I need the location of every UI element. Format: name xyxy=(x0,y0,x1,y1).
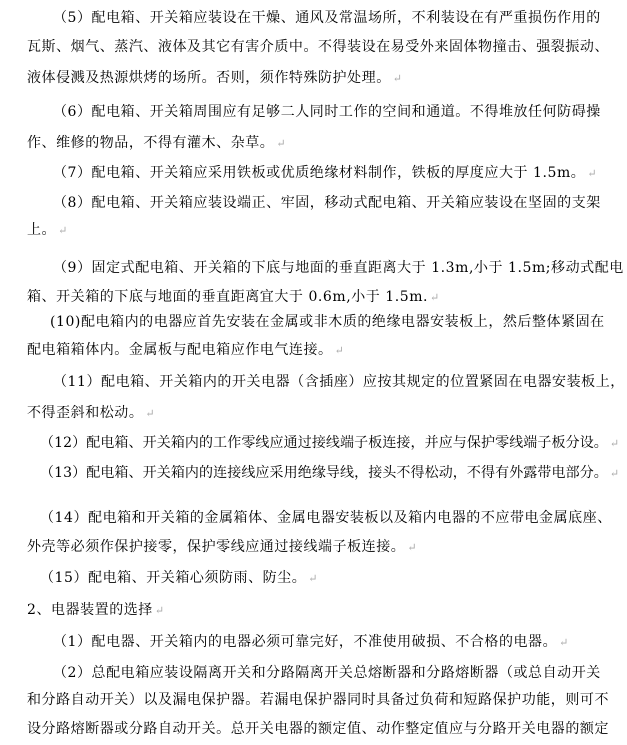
text-line xyxy=(53,194,601,212)
text-line xyxy=(27,69,403,88)
text-line xyxy=(53,259,624,277)
line-text: （15）配电箱、开关箱心须防雨、防尘。 xyxy=(40,570,307,586)
line-text: （2）总配电箱应装设隔离开关和分路隔离开关总熔断器和分路熔断器（或总自动开关 xyxy=(53,665,601,681)
paragraph-mark-icon: ↵ xyxy=(154,604,165,617)
line-text: 上。 xyxy=(27,222,57,238)
text-line xyxy=(50,313,605,331)
line-text: （7）配电箱、开关箱应采用铁板或优质绝缘材料制作，铁板的厚度应大于 1.5m。 xyxy=(53,165,586,181)
line-text: （13）配电箱、开关箱内的连接线应采用绝缘导线，接头不得松动，不得有外露带电部分。 xyxy=(40,465,608,481)
line-text: （5）配电箱、开关箱应装设在干燥、通风及常温场所，不利装设在有严重损伤作用的 xyxy=(53,10,601,26)
line-text: 和分路自动开关）以及漏电保护器。若漏电保护器同时具备过负荷和短路保护功能，则可不 xyxy=(27,692,609,708)
text-line xyxy=(27,691,609,709)
text-line xyxy=(27,404,155,423)
text-line xyxy=(53,633,569,652)
text-line xyxy=(40,569,318,588)
paragraph-mark-icon: ↵ xyxy=(392,72,403,85)
text-line xyxy=(53,103,601,121)
line-text: 2、电器装置的选择 xyxy=(27,602,153,618)
text-line xyxy=(27,221,68,240)
line-text: 不得歪斜和松动。 xyxy=(27,405,144,421)
line-text: 作、维修的物品，不得有灌木、杂草。 xyxy=(27,135,275,151)
paragraph-mark-icon: ↵ xyxy=(308,572,319,585)
line-text: （6）配电箱、开关箱周围应有足够二人同时工作的空间和通道。不得堆放任何防碍操 xyxy=(53,104,601,120)
text-line xyxy=(27,538,417,557)
line-text: （9）固定式配电箱、开关箱的下底与地面的垂直距离大于 1.3m,小于 1.5m;移动式配电 xyxy=(53,260,624,276)
paragraph-mark-icon: ↵ xyxy=(407,541,418,554)
text-line xyxy=(40,434,619,453)
section-heading xyxy=(27,601,165,620)
line-text: （1）配电器、开关箱内的电器必须可靠完好，不准使用破损、不合格的电器。 xyxy=(53,634,558,650)
text-line xyxy=(53,373,625,391)
line-text: 配电箱箱体内。金属板与配电箱应作电气连接。 xyxy=(27,342,333,358)
text-line xyxy=(27,38,609,56)
line-text: （11）配电箱、开关箱内的开关电器（含插座）应按其规定的位置紧固在电器安装板上， xyxy=(53,374,625,390)
paragraph-mark-icon: ↵ xyxy=(276,137,287,150)
text-line xyxy=(27,720,609,738)
paragraph-mark-icon: ↵ xyxy=(145,407,156,420)
line-text: （8）配电箱、开关箱应装设端正、牢固，移动式配电箱、开关箱应装设在坚固的支架 xyxy=(53,195,601,211)
text-line xyxy=(27,288,440,307)
line-text: (10)配电箱内的电器应首先安装在金属或非木质的绝缘电器安装板上，然后整体紧固在 xyxy=(50,314,605,330)
paragraph-mark-icon: ↵ xyxy=(58,224,68,237)
text-line xyxy=(40,464,619,483)
text-line xyxy=(53,9,601,27)
line-text: 箱、开关箱的下底与地面的垂直距离宜大于 0.6m,小于 1.5m. xyxy=(27,289,429,305)
paragraph-mark-icon: ↵ xyxy=(587,167,598,180)
text-line xyxy=(27,341,344,360)
line-text: 液体侵溅及热源烘烤的场所。否则，须作特殊防护处理。 xyxy=(27,70,391,86)
line-text: 瓦斯、烟气、蒸汽、液体及其它有害介质中。不得装设在易受外来固体物撞击、强裂振动、 xyxy=(27,39,609,55)
text-line xyxy=(40,509,612,527)
text-line xyxy=(27,134,286,153)
paragraph-mark-icon: ↵ xyxy=(609,467,620,480)
paragraph-mark-icon: ↵ xyxy=(559,636,569,649)
line-text: 外壳等必须作保护接零，保护零线应通过接线端子板连接。 xyxy=(27,539,406,555)
paragraph-mark-icon: ↵ xyxy=(430,291,440,304)
line-text: 设分路熔断器或分路自动开关。总开关电器的额定值、动作整定值应与分路开关电器的额定 xyxy=(27,721,609,737)
text-line xyxy=(53,164,597,183)
paragraph-mark-icon: ↵ xyxy=(334,344,345,357)
line-text: （14）配电箱和开关箱的金属箱体、金属电器安装板以及箱内电器的不应带电金属底座、 xyxy=(40,510,612,526)
paragraph-mark-icon: ↵ xyxy=(609,437,620,450)
line-text: （12）配电箱、开关箱内的工作零线应通过接线端子板连接，并应与保护零线端子板分设。 xyxy=(40,435,608,451)
text-line xyxy=(53,664,601,682)
